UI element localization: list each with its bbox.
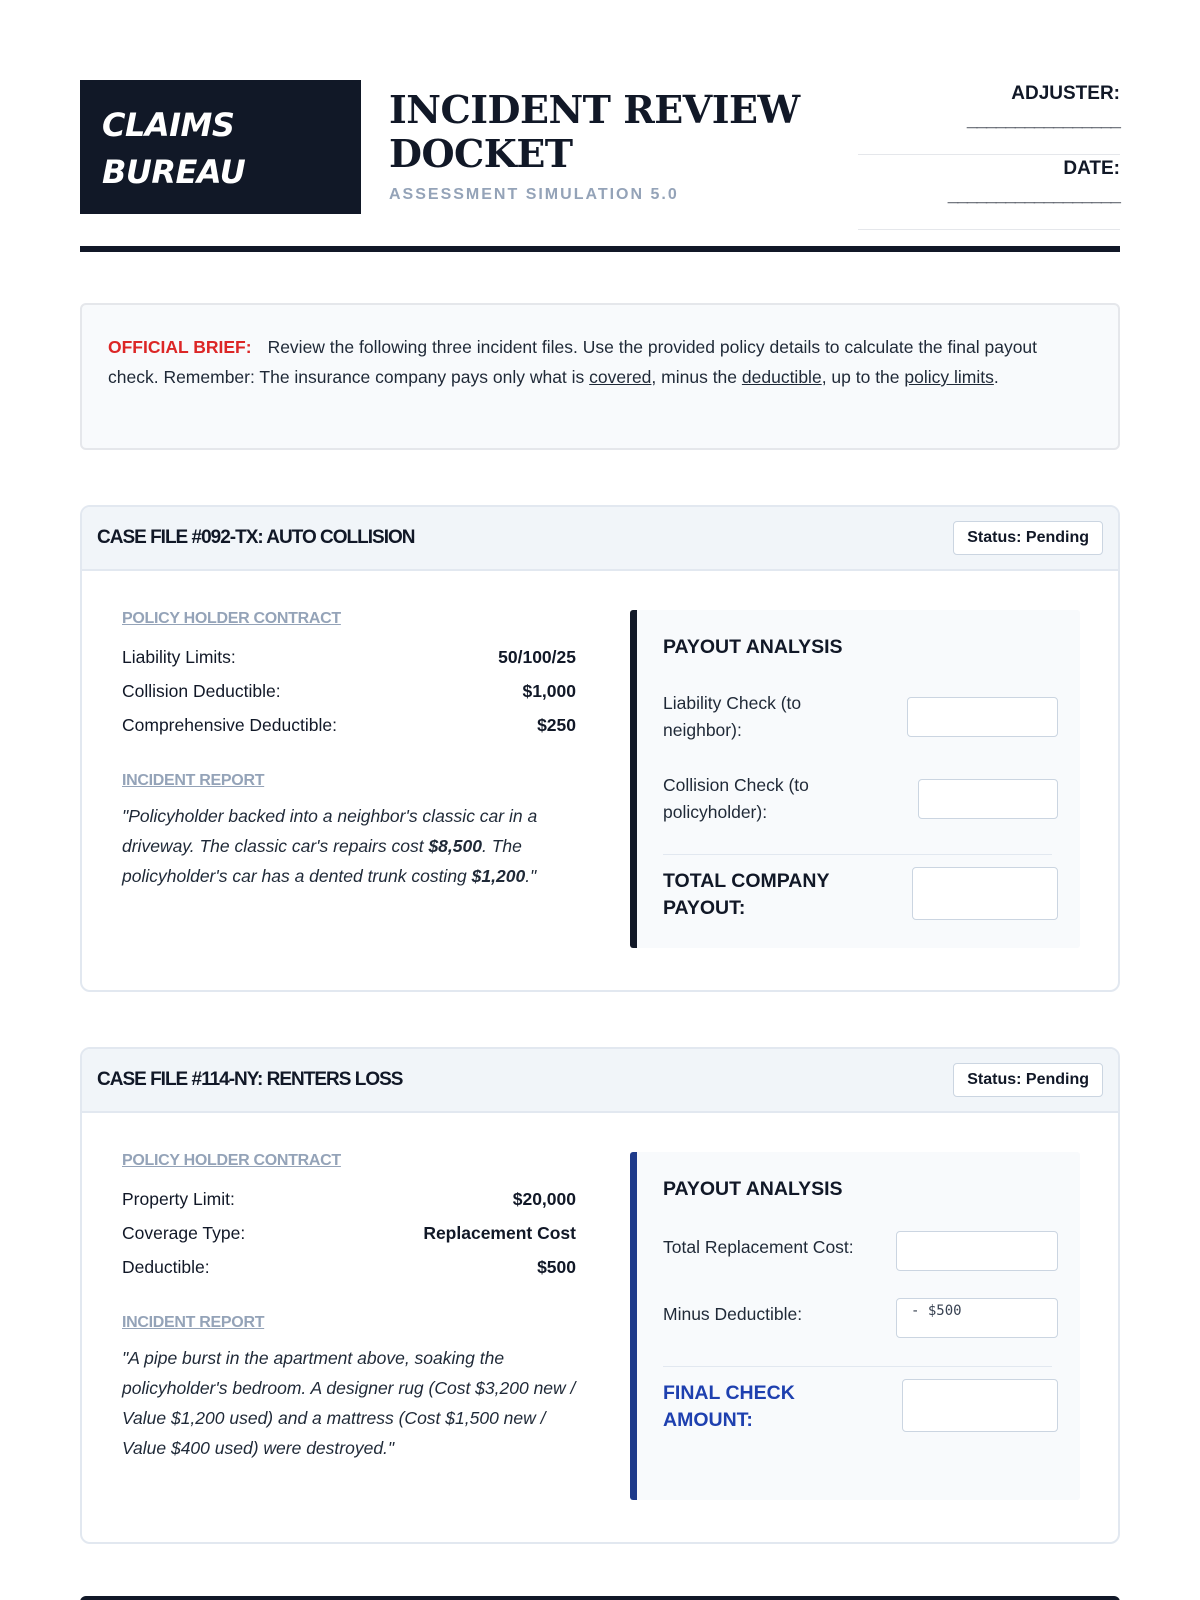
contract-value: $250 <box>537 715 576 735</box>
title-block <box>389 88 809 204</box>
replacement-cost-input[interactable] <box>896 1231 1058 1271</box>
report-text-2: . The policyholder's car has a dented trunk costing <box>122 836 522 886</box>
report-label: INCIDENT REPORT <box>122 772 265 789</box>
payout-analysis-title: PAYOUT ANALYSIS <box>663 636 843 658</box>
brief-policy-limits: policy limits <box>904 367 994 387</box>
incident-report: "A pipe burst in the apartment above, soaking the policyholder's bedroom. A designer rug (Cost $3,200 new / Value $1,200 used) and a mattress (Cost $1,500 new / Value $400 used) were destroyed." <box>122 1348 576 1458</box>
case-file-114-ny <box>80 1047 1120 1544</box>
adjuster-label: ADJUSTER: <box>1011 83 1120 104</box>
status-badge: Status: Pending <box>953 521 1103 555</box>
liability-label: Liability Check (to neighbor): <box>663 693 802 740</box>
liability-check-input[interactable] <box>907 697 1058 737</box>
date-row <box>858 155 1120 230</box>
replacement-cost-label: Total Replacement Cost: <box>663 1237 854 1257</box>
total-payout-label: TOTAL COMPANY PAYOUT: <box>663 870 830 919</box>
brief-covered: covered <box>589 367 652 387</box>
report-label: INCIDENT REPORT <box>122 1314 265 1331</box>
contract-key: Deductible: <box>122 1257 210 1277</box>
contract-key: Collision Deductible: <box>122 681 281 701</box>
case-details <box>122 610 576 891</box>
minus-deductible-input[interactable]: - $500 <box>896 1298 1058 1338</box>
date-blank[interactable]: __________________ <box>947 185 1120 206</box>
contract-table <box>122 640 576 742</box>
contract-value: 50/100/25 <box>498 647 576 667</box>
collision-check-input[interactable] <box>918 779 1058 819</box>
report-amount-2: $1,200 <box>471 866 526 886</box>
payout-analysis-panel <box>630 610 1080 948</box>
contract-label: POLICY HOLDER CONTRACT <box>122 610 341 627</box>
brief-label: OFFICIAL BRIEF: <box>108 337 252 357</box>
brief-text-2: , minus the <box>651 367 742 387</box>
contract-key: Property Limit: <box>122 1189 235 1209</box>
brief-text-3: , up to the <box>821 367 905 387</box>
adjuster-row <box>858 80 1120 155</box>
case-title: CASE FILE #114-NY: RENTERS LOSS <box>97 1069 403 1090</box>
claims-bureau-logo <box>80 80 361 214</box>
case-title: CASE FILE #092-TX: AUTO COLLISION <box>97 527 415 548</box>
status-badge: Status: Pending <box>953 1063 1103 1097</box>
adjuster-meta <box>858 80 1120 230</box>
brief-text-4: . <box>993 367 999 387</box>
contract-row <box>122 640 576 674</box>
incident-report <box>122 801 576 891</box>
contract-row <box>122 674 576 708</box>
title-line-1: INCIDENT REVIEW <box>389 87 800 132</box>
case-header <box>82 507 1118 571</box>
divider <box>663 854 1052 855</box>
contract-key: Coverage Type: <box>122 1223 246 1243</box>
contract-value: $500 <box>537 1257 576 1277</box>
report-amount-1: $8,500 <box>428 836 482 856</box>
contract-key: Liability Limits: <box>122 647 236 667</box>
contract-value: Replacement Cost <box>423 1223 576 1243</box>
payout-analysis-panel <box>630 1152 1080 1500</box>
date-label: DATE: <box>1063 158 1120 179</box>
final-check-label: FINAL CHECK AMOUNT: <box>663 1382 795 1431</box>
final-check-input[interactable] <box>902 1379 1058 1432</box>
page-title <box>389 88 809 176</box>
case-header <box>82 1049 1118 1113</box>
contract-table <box>122 1182 576 1284</box>
contract-value: $1,000 <box>522 681 576 701</box>
docket-header <box>80 80 1120 252</box>
page-subtitle: ASSESSMENT SIMULATION 5.0 <box>389 186 679 203</box>
next-section-edge <box>80 1596 1120 1600</box>
contract-key: Comprehensive Deductible: <box>122 715 337 735</box>
divider <box>663 1366 1052 1367</box>
contract-value: $20,000 <box>512 1189 576 1209</box>
brief-text-1: Review the following three incident files. Use the provided policy details to calculate the final payout check. Remember: The insurance company pays only what is <box>108 337 1038 387</box>
contract-row <box>122 1216 576 1250</box>
adjuster-blank[interactable]: ________________ <box>966 110 1120 131</box>
total-payout-input[interactable] <box>912 867 1058 920</box>
title-line-2: DOCKET <box>389 131 573 176</box>
case-file-092-tx <box>80 505 1120 992</box>
case-details <box>122 1152 576 1463</box>
payout-analysis-title: PAYOUT ANALYSIS <box>663 1178 843 1200</box>
report-text-1: "Policyholder backed into a neighbor's classic car in a driveway. The classic car's repairs cost <box>122 806 538 856</box>
report-text-3: ." <box>525 866 537 886</box>
brief-deductible: deductible <box>741 367 822 387</box>
contract-label: POLICY HOLDER CONTRACT <box>122 1152 341 1169</box>
collision-label: Collision Check (to policyholder): <box>663 775 809 822</box>
official-brief <box>80 303 1120 450</box>
logo-line-1: CLAIMS <box>102 106 235 144</box>
contract-row <box>122 708 576 742</box>
contract-row <box>122 1182 576 1216</box>
minus-deductible-label: Minus Deductible: <box>663 1304 803 1324</box>
logo-line-2: BUREAU <box>102 153 246 191</box>
contract-row <box>122 1250 576 1284</box>
